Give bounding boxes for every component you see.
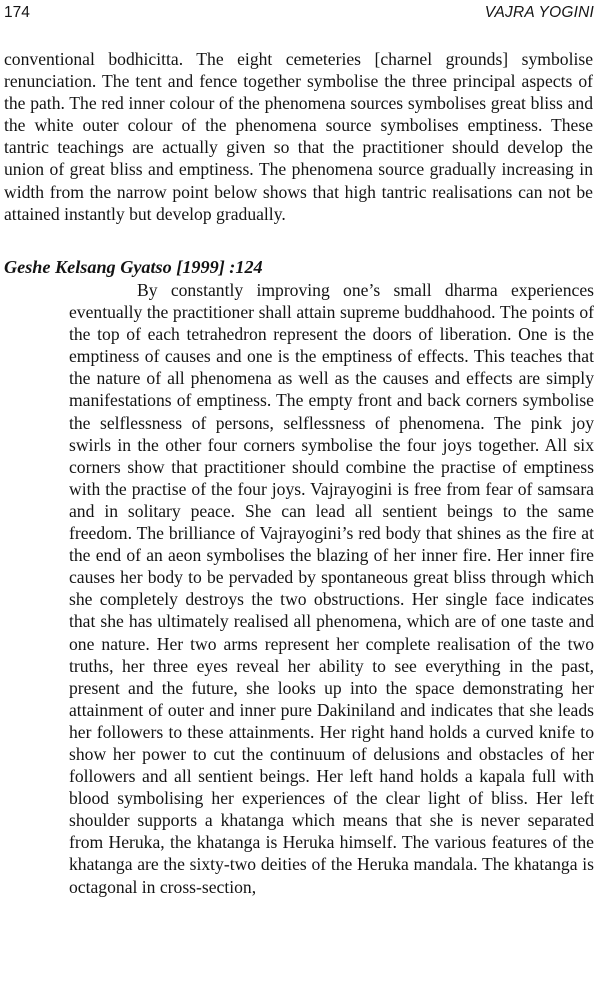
body-paragraph: conventional bodhicitta. The eight cemeteries [charnel grounds] symbolise renunciation. The tent and fence together symbolise the three principal aspects of the path. The red inner colour of the phenomena sources symbolises great bliss and the white outer colour of the phenomena source symbolises emptiness. These tantric teachings are actually given so that the practitioner should develop the union of great bliss and emptiness. The phenomena source gradually increasing in width from the narrow point below shows that high tantric realisations can not be attained instantly but develop gradually. [4, 49, 593, 224]
page-header [4, 4, 594, 26]
page-number: 174 [4, 4, 30, 21]
block-quote-text: By constantly improving one’s small dharma experiences eventually the practitioner shall attain supreme buddhahood. The points of the top of each tetrahedron represent the doors of liberation. One is the emptiness of causes and one is the emptiness of effects. This teaches that the nature of all phenomena as well as the causes and effects are simply manifestations of emptiness. The empty front and back corners symbolise the selflessness of persons, selflessness of phenomena. The pink joy swirls in the other four corners symbolise the four joys together. All six corners show that practitioner should combine the practise of emptiness with the practise of the four joys. Vajrayogini is free from fear of samsara and in solitary peace. She can lead all sentient beings to the same freedom. The brilliance of Vajrayogini’s red body that shines as the fire at the end of an aeon symbolises the blazing of her inner fire. Her inner fire causes her body to be pervaded by spontaneous great bliss through which she completely destroys the two obstructions. Her single face indicates that she has ultimately realised all phenomena, which are of one taste and one nature. Her two arms represent her complete realisation of the two truths, her three eyes reveal her ability to see everything in the past, present and the future, she looks up into the space demonstrating her attainment of outer and inner pure Dakiniland and indicates that she leads her followers to these attainments. Her right hand holds a curved knife to show her power to cut the continuum of delusions and obstacles of her followers and all sentient beings. Her left hand holds a kapala full with blood symbolising her experiences of the clear light of bliss. Her left shoulder supports a khatanga which means that she is never separated from Heruka, the khatanga is Heruka himself. The various features of the khatanga are the sixty-two deities of the Heruka mandala. The khatanga is octagonal in cross-section, [69, 280, 594, 897]
block-quote [69, 279, 594, 898]
citation-heading: Geshe Kelsang Gyatso [1999] :124 [4, 257, 263, 277]
running-head: VAJRA YOGINI [484, 4, 594, 21]
